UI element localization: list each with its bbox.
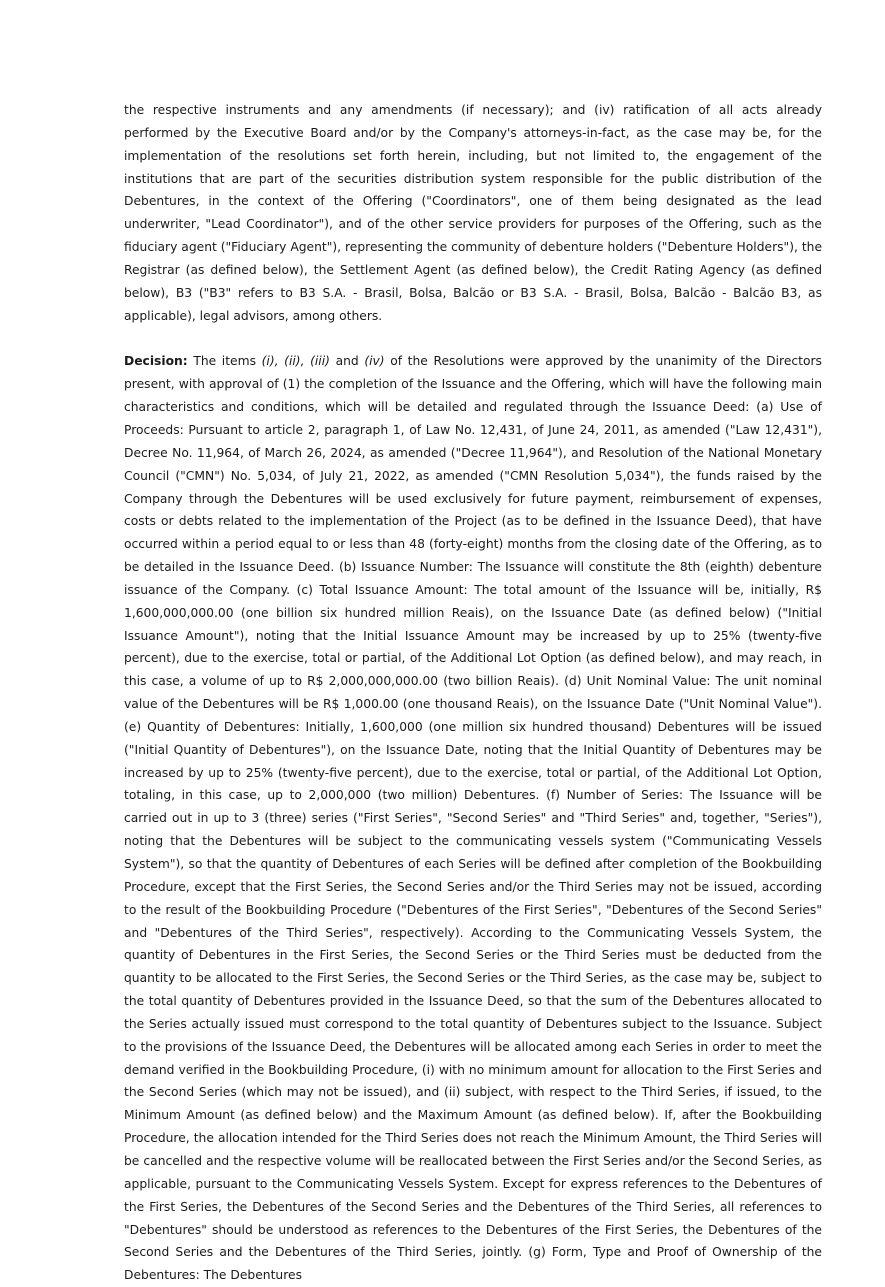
- decision-intro: The items: [193, 354, 256, 369]
- document-page: [124, 99, 822, 1287]
- item-iv: (iv): [364, 354, 385, 369]
- paragraph-spacer: [124, 327, 822, 350]
- item-iii: (iii): [310, 354, 330, 369]
- decision-label: Decision:: [124, 354, 188, 369]
- item-ii: (ii),: [284, 354, 305, 369]
- and-word: and: [335, 354, 359, 369]
- item-i: (i),: [261, 354, 279, 369]
- resolutions-paragraph: the respective instruments and any amendments (if necessary); and (iv) ratification of all acts already performed by the Executive Board and/or by the Company's attorneys-in-fact, as the case may be, for the implementation of the resolutions set forth herein, including, but not limited to, the engagement of the institutions that are part of the securities distribution system responsible for the public distribution of the Debentures, in the context of the Offering ("Coordinators", one of them being designated as the lead underwriter, "Lead Coordinator"), and of the other service providers for purposes of the Offering, such as the fiduciary agent ("Fiduciary Agent"), representing the community of debenture holders ("Debenture Holders"), the Registrar (as defined below), the Settlement Agent (as defined below), the Credit Rating Agency (as defined below), B3 ("B3" refers to B3 S.A. - Brasil, Bolsa, Balcão or B3 S.A. - Brasil, Bolsa, Balcão - Balcão B3, as applicable), legal advisors, among others.: [124, 103, 823, 323]
- decision-paragraph: [124, 350, 822, 1287]
- decision-body: of the Resolutions were approved by the unanimity of the Directors present, with approval of (1) the completion of the Issuance and the Offering, which will have the following main characteristics and conditions, which will be detailed and regulated through the Issuance Deed: (a) Use of Proceeds: Pursuant to article 2, paragraph 1, of Law No. 12,431, of June 24, 2011, as amended ("Law 12,431"), Decree No. 11,964, of March 26, 2024, as amended ("Decree 11,964"), and Resolution of the National Monetary Council ("CMN") No. 5,034, of July 21, 2022, as amended ("CMN Resolution 5,034"), the funds raised by the Company through the Debentures will be used exclusively for future payment, reimbursement of expenses, costs or debts related to the implementation of the Project (as to be defined in the Issuance Deed), that have occurred within a period equal to or less than 48 (forty-eight) months from the closing date of the Offering, as to be detailed in the Issuance Deed. (b) Issuance Number: The Issuance will constitute the 8th (eighth) debenture issuance of the Company. (c) Total Issuance Amount: The total amount of the Issuance will be, initially, R$ 1,600,000,000.00 (one billion six hundred million Reais), on the Issuance Date (as defined below) ("Initial Issuance Amount"), noting that the Initial Issuance Amount may be increased by up to 25% (twenty-five percent), due to the exercise, total or partial, of the Additional Lot Option (as defined below), and may reach, in this case, a volume of up to R$ 2,000,000,000.00 (two billion Reais). (d) Unit Nominal Value: The unit nominal value of the Debentures will be R$ 1,000.00 (one thousand Reais), on the Issuance Date ("Unit Nominal Value"). (e) Quantity of Debentures: Initially, 1,600,000 (one million six hundred thousand) Debentures will be issued ("Initial Quantity of Debentures"), on the Issuance Date, noting that the Initial Quantity of Debentures may be increased by up to 25% (twenty-five percent), due to the exercise, total or partial, of the Additional Lot Option, totaling, in this case, up to 2,000,000 (two million) Debentures. (f) Number of Series: The Issuance will be carried out in up to 3 (three) series ("First Series", "Second Series" and "Third Series" and, together, "Series"), noting that the Debentures will be subject to the communicating vessels system ("Communicating Vessels System"), so that the quantity of Debentures of each Series will be defined after completion of the Bookbuilding Procedure, except that the First Series, the Second Series and/or the Third Series may not be issued, according to the result of the Bookbuilding Procedure ("Debentures of the First Series", "Debentures of the Second Series" and "Debentures of the Third Series", respectively). According to the Communicating Vessels System, the quantity of Debentures in the First Series, the Second Series or the Third Series must be deducted from the quantity to be allocated to the First Series, the Second Series or the Third Series, as the case may be, subject to the total quantity of Debentures provided in the Issuance Deed, so that the sum of the Debentures allocated to the Series actually issued must correspond to the total quantity of Debentures subject to the Issuance. Subject to the provisions of the Issuance Deed, the Debentures will be allocated among each Series in order to meet the demand verified in the Bookbuilding Procedure, (i) with no minimum amount for allocation to the First Series and the Second Series (which may not be issued), and (ii) subject, with respect to the Third Series, if issued, to the Minimum Amount (as defined below) and the Maximum Amount (as defined below). If, after the Bookbuilding Procedure, the allocation intended for the Third Series does not reach the Minimum Amount, the Third Series will be cancelled and the respective volume will be reallocated between the First Series and/or the Second Series, as applicable, pursuant to the Communicating Vessels System. Except for express references to the Debentures of the First Series, the Debentures of the Second Series and the Debentures of the Third Series, all references to "Debentures" should be understood as references to the Debentures of the First Series, the Debentures of the Second Series and the Debentures of the Third Series, jointly. (g) Form, Type and Proof of Ownership of the Debentures: The Debentures: [124, 354, 822, 1283]
